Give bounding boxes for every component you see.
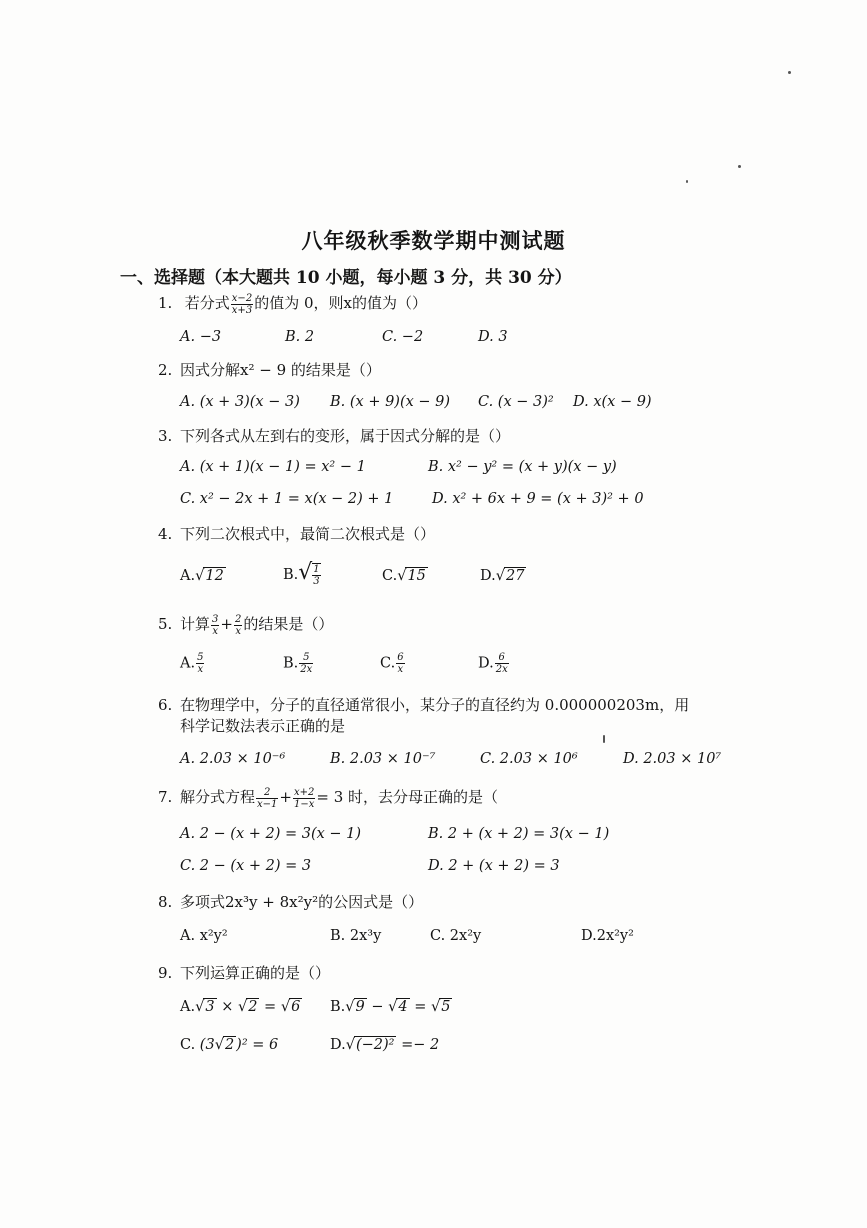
option-a[interactable]: A. x²y²: [180, 928, 228, 944]
question-text: 多项式2x³y + 8x²y²的公因式是（）: [180, 893, 424, 911]
radicand: 15: [407, 568, 426, 584]
question-text: 下列二次根式中，最简二次根式是（）: [180, 525, 436, 543]
option-d[interactable]: D. 2 + (x + 2) = 3: [428, 858, 560, 874]
option-d[interactable]: D. x(x − 9): [573, 394, 652, 410]
option-a[interactable]: A.√3 × √2 = √6: [180, 999, 301, 1015]
question-7: 7. 解分式方程 $\frac{2}{x-1}$ + $\frac{x+2}{1-x}$ = 3 时，去分母正确的是（: [158, 786, 499, 810]
option-c[interactable]: C.√15: [382, 568, 426, 584]
scan-speck: [738, 165, 741, 168]
question-number: 4.: [158, 525, 173, 543]
question-2: [158, 359, 381, 380]
question-text: 计算: [180, 615, 211, 633]
option-c[interactable]: C. x² − 2x + 1 = x(x − 2) + 1: [180, 491, 394, 507]
option-a[interactable]: A. 2 − (x + 2) = 3(x − 1): [180, 826, 362, 842]
option-c[interactable]: C. 2 − (x + 2) = 3: [180, 858, 312, 874]
option-b[interactable]: B. 2 + (x + 2) = 3(x − 1): [428, 826, 610, 842]
question-text: 在物理学中，分子的直径通常很小，某分子的直径约为 0.000000203m，用: [180, 696, 690, 714]
question-9: [158, 962, 330, 983]
option-d[interactable]: D.2x²y²: [581, 928, 634, 944]
question-text: 下列运算正确的是（）: [180, 964, 331, 982]
question-text: 解分式方程: [180, 788, 256, 806]
option-b[interactable]: B.√ $\frac{1}{3}$: [283, 560, 320, 587]
option-a[interactable]: A. (x + 3)(x − 3): [180, 394, 300, 410]
option-b[interactable]: B. x² − y² = (x + y)(x − y): [428, 459, 617, 475]
question-text: 的值为 0，则x的值为（）: [254, 294, 427, 312]
option-a[interactable]: A. $\frac{5}{x}$: [180, 652, 204, 675]
option-b[interactable]: B. $\frac{5}{2x}$: [283, 652, 313, 675]
question-5: 5. 计算 $\frac{3}{x}$ + $\frac{2}{x}$ 的结果是（）: [158, 613, 334, 637]
option-b[interactable]: B. (x + 9)(x − 9): [330, 394, 451, 410]
question-number: 2.: [158, 361, 173, 379]
fraction: $\frac{2}{x-1}$: [257, 786, 278, 810]
option-a[interactable]: A. −3: [180, 329, 222, 345]
scan-speck: [788, 71, 791, 74]
option-d[interactable]: D.√27: [480, 568, 525, 584]
question-number: 5.: [158, 615, 173, 633]
option-c[interactable]: C. 2.03 × 10⁶: [480, 751, 578, 767]
question-number: 3.: [158, 427, 173, 445]
option-d[interactable]: D. 2.03 × 10⁷: [623, 751, 722, 767]
section-heading: 一、选择题（本大题共 10 小题，每小题 3 分，共 30 分）: [120, 268, 572, 288]
question-4: [158, 523, 435, 544]
fraction: $\frac{3}{x}$: [212, 613, 219, 637]
option-d[interactable]: D.√(−2)² =− 2: [330, 1037, 440, 1053]
scan-speck: [603, 735, 605, 743]
option-a[interactable]: A. 2.03 × 10⁻⁶: [180, 751, 286, 767]
fraction: $\frac{1}{3}$: [313, 564, 320, 587]
radicand: 12: [205, 568, 224, 584]
question-6: [158, 694, 689, 715]
question-number: 7.: [158, 788, 173, 806]
option-b[interactable]: B.√9 − √4 = √5: [330, 999, 451, 1015]
option-c[interactable]: C. (3√2 )² = 6: [180, 1037, 279, 1053]
question-3: [158, 425, 510, 446]
option-c[interactable]: C. (x − 3)²: [478, 394, 554, 410]
page-title: 八年级秋季数学期中测试题: [301, 228, 566, 253]
option-d[interactable]: D. 3: [478, 329, 508, 345]
option-b[interactable]: B. 2x³y: [330, 928, 382, 944]
question-number: 1.: [158, 294, 173, 312]
radicand: 27: [505, 568, 525, 584]
question-text: 因式分解x² − 9 的结果是（）: [180, 361, 381, 379]
option-c[interactable]: C. −2: [382, 329, 424, 345]
question-number: 6.: [158, 696, 173, 714]
question-text: = 3 时，去分母正确的是（: [316, 788, 499, 806]
fraction: $\frac{2}{x}$: [234, 613, 242, 637]
fraction: $\frac{x-2}{x+3}$: [231, 292, 253, 316]
option-d[interactable]: D. $\frac{6}{2x}$: [478, 652, 508, 675]
question-number: 8.: [158, 893, 173, 911]
question-text: 的结果是（）: [243, 615, 334, 633]
option-d[interactable]: D. x² + 6x + 9 = (x + 3)² + 0: [432, 491, 644, 507]
scan-speck: [686, 180, 688, 183]
question-text: 下列各式从左到右的变形，属于因式分解的是（）: [180, 427, 511, 445]
question-text: 若分式: [184, 294, 230, 312]
option-b[interactable]: B. 2: [285, 329, 315, 345]
question-6-line-2: 科学记数法表示正确的是: [180, 717, 346, 735]
option-c[interactable]: C. 2x²y: [430, 928, 482, 944]
fraction: $\frac{x+2}{1-x}$: [293, 786, 315, 810]
question-8: [158, 891, 423, 912]
option-a[interactable]: A.√12: [180, 568, 224, 584]
option-c[interactable]: C. $\frac{6}{x}$: [380, 652, 404, 675]
option-a[interactable]: A. (x + 1)(x − 1) = x² − 1: [180, 459, 366, 475]
question-1: [158, 292, 427, 316]
question-number: 9.: [158, 964, 173, 982]
option-b[interactable]: B. 2.03 × 10⁻⁷: [330, 751, 436, 767]
